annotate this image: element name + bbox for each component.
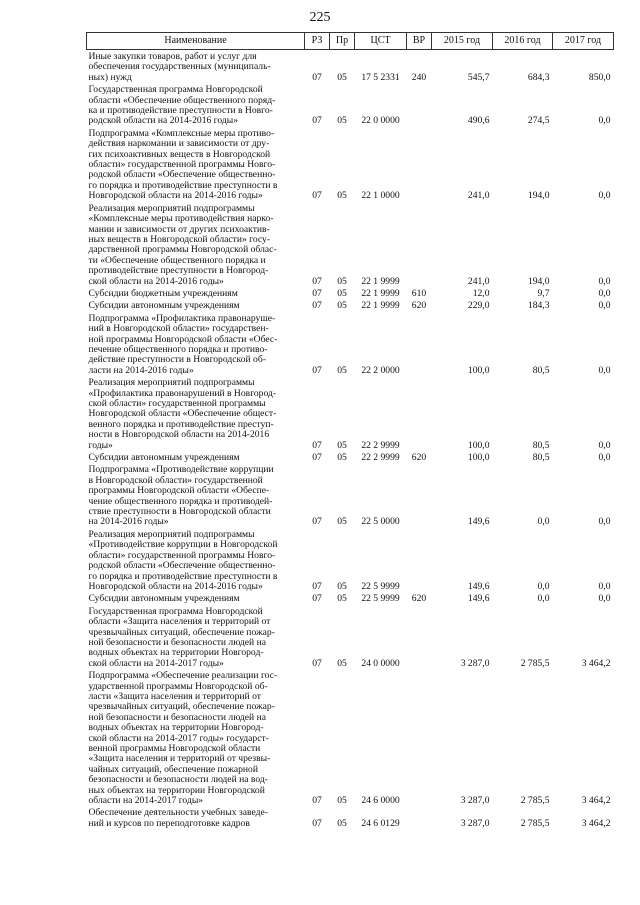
row-2016: 0,0 xyxy=(537,593,550,605)
row-name-line: области» государственной программы Новго- xyxy=(88,549,276,561)
row-cst: 24 0 0000 xyxy=(361,657,400,669)
row-2015: 490,6 xyxy=(467,115,490,127)
row-2015: 149,6 xyxy=(467,593,490,605)
row-2016: 0,0 xyxy=(537,580,550,592)
row-name-line: Реализация мероприятий подпрограммы xyxy=(88,202,255,214)
row-pr: 05 xyxy=(337,795,347,807)
row-cst: 22 1 9999 xyxy=(361,300,400,312)
table-row xyxy=(87,806,614,829)
page-number: 225 xyxy=(309,10,331,25)
row-name-line: го порядка и противодействие преступности в xyxy=(88,179,278,191)
row-name-line: Субсидии бюджетным учреждениям xyxy=(88,287,238,299)
row-name-line: ности в Новгородской области на 2014-2016 xyxy=(88,429,270,441)
row-name-line: Подпрограмма «Противодействие коррупции xyxy=(88,464,274,476)
row-2015: 545,7 xyxy=(467,71,490,83)
row-vr: 620 xyxy=(411,452,427,464)
row-name-line: безопасности и безопасности людей на вод- xyxy=(88,774,268,786)
row-name-line: Иные закупки товаров, работ и услуг для xyxy=(88,51,257,62)
row-rz: 07 xyxy=(312,817,322,829)
row-rz: 07 xyxy=(312,287,322,299)
row-rz: 07 xyxy=(312,190,322,202)
row-name-line: Субсидии автономным учреждениям xyxy=(88,300,240,312)
row-rz: 07 xyxy=(312,516,322,528)
row-name xyxy=(87,463,305,527)
row-name-line: го порядка и противодействие преступности в xyxy=(88,570,278,582)
row-vr xyxy=(407,202,432,287)
row-pr: 05 xyxy=(337,71,347,83)
row-name xyxy=(87,592,305,604)
header-rz: РЗ xyxy=(305,33,330,50)
row-name-line: действия наркомании и зависимости от дру- xyxy=(88,138,270,150)
row-name-line: чайных ситуаций, обеспечение пожарной xyxy=(88,763,258,775)
row-2015: 100,0 xyxy=(467,439,490,451)
row-cst: 24 6 0129 xyxy=(361,817,400,829)
row-pr: 05 xyxy=(337,452,347,464)
row-vr xyxy=(407,463,432,527)
row-name-line: ти «Обеспечение общественного порядка и xyxy=(88,254,266,266)
row-name-line: ных) нужд xyxy=(88,71,132,83)
row-name-line: чрезвычайных ситуаций, обеспечение пожар- xyxy=(88,626,275,638)
row-rz: 07 xyxy=(312,71,322,83)
row-cst: 22 5 0000 xyxy=(361,516,400,528)
row-vr xyxy=(407,528,432,592)
row-2016: 80,5 xyxy=(532,452,550,464)
row-2016: 80,5 xyxy=(532,364,550,376)
row-2015: 100,0 xyxy=(467,452,490,464)
row-cst: 22 2 9999 xyxy=(361,452,400,464)
row-2017: 0,0 xyxy=(598,364,611,376)
header-row xyxy=(87,33,614,50)
row-pr: 05 xyxy=(337,580,347,592)
row-rz: 07 xyxy=(312,439,322,451)
table-row xyxy=(87,202,614,287)
table-row xyxy=(87,83,614,127)
row-name-line: ной безопасности и безопасности людей на xyxy=(88,636,266,648)
table-row xyxy=(87,463,614,527)
row-2015: 3 287,0 xyxy=(460,795,490,807)
row-cst: 24 6 0000 xyxy=(361,795,400,807)
row-name xyxy=(87,127,305,202)
row-name xyxy=(87,451,305,463)
row-2015: 3 287,0 xyxy=(460,817,490,829)
row-2016: 184,3 xyxy=(527,300,550,312)
row-2017: 850,0 xyxy=(588,71,611,83)
row-name-line: Государственная программа Новгородской xyxy=(88,605,263,617)
row-pr: 05 xyxy=(337,287,347,299)
row-name-line: в Новгородской области» государственной xyxy=(88,474,263,486)
row-pr: 05 xyxy=(337,657,347,669)
row-rz: 07 xyxy=(312,593,322,605)
row-2015: 3 287,0 xyxy=(460,657,490,669)
row-2016: 274,5 xyxy=(527,115,550,127)
row-name-line: ласти «Защита населения и территорий от xyxy=(88,690,261,702)
row-name-line: родской области «Обеспечение общественно- xyxy=(88,169,276,181)
row-name-line: ской области на 2014-2017 годы» xyxy=(88,657,224,669)
row-name-line: ных объектах на территории Новгородской xyxy=(88,784,265,796)
row-name-line: области «Обеспечение общественного поряд- xyxy=(88,94,276,106)
row-2017: 0,0 xyxy=(598,580,611,592)
row-pr: 05 xyxy=(337,190,347,202)
table-row xyxy=(87,669,614,806)
row-name xyxy=(87,202,305,287)
table-row xyxy=(87,50,614,84)
header-2017: 2017 год xyxy=(553,33,614,50)
row-name-line: Подпрограмма «Профилактика правонаруше- xyxy=(88,312,276,324)
header-vr: ВР xyxy=(407,33,432,50)
row-name xyxy=(87,287,305,299)
row-name-line: Новгородской области «Обеспечение общест- xyxy=(88,408,277,420)
row-pr: 05 xyxy=(337,275,347,287)
row-pr: 05 xyxy=(337,439,347,451)
row-name-line: ударственной программы Новгородской об- xyxy=(88,680,268,692)
row-name-line: ласти на 2014-2016 годы» xyxy=(88,364,194,376)
row-rz: 07 xyxy=(312,657,322,669)
row-2017: 0,0 xyxy=(598,275,611,287)
row-pr: 05 xyxy=(337,516,347,528)
row-name-line: «Комплексные меры противодействия нарко- xyxy=(88,213,274,225)
table-body xyxy=(87,50,614,830)
row-name-line: на 2014-2016 годы» xyxy=(88,516,169,528)
row-vr xyxy=(407,605,432,669)
row-2016: 194,0 xyxy=(527,275,550,287)
header-pr: Пр xyxy=(330,33,355,50)
row-name-line: «Защита населения и территорий от чрезвы- xyxy=(88,753,271,765)
row-rz: 07 xyxy=(312,580,322,592)
row-name-line: венного порядка и противодействие преступ- xyxy=(88,418,274,430)
table-header xyxy=(87,33,614,50)
row-vr xyxy=(407,806,432,829)
row-name xyxy=(87,50,305,84)
row-2017: 0,0 xyxy=(598,516,611,528)
row-rz: 07 xyxy=(312,275,322,287)
row-vr xyxy=(407,312,432,376)
row-vr xyxy=(407,669,432,806)
row-rz: 07 xyxy=(312,115,322,127)
row-2017: 3 464,2 xyxy=(581,817,611,829)
table-row xyxy=(87,299,614,311)
row-name-line: обеспечения государственных (муниципаль- xyxy=(88,61,271,73)
table-row xyxy=(87,592,614,604)
row-name-line: Обеспечение деятельности учебных заведе- xyxy=(88,807,268,819)
header-2015: 2015 год xyxy=(432,33,493,50)
row-name-line: области «Защита населения и территорий от xyxy=(88,616,271,628)
row-name-line: Новгородской области на 2014-2016 годы» xyxy=(88,190,263,202)
row-name-line: чение общественного порядка и противодей- xyxy=(88,495,273,507)
table-row xyxy=(87,287,614,299)
row-2016: 9,7 xyxy=(537,287,550,299)
header-cst: ЦСТ xyxy=(355,33,407,50)
row-name-line: дарственной программы Новгородской облас- xyxy=(88,244,277,256)
table-row xyxy=(87,127,614,202)
row-name-line: ных веществ в Новгородской области» госу- xyxy=(88,233,271,245)
row-name xyxy=(87,83,305,127)
row-name-line: Реализация мероприятий подпрограммы xyxy=(88,377,255,389)
row-cst: 22 2 9999 xyxy=(361,439,400,451)
row-name-line: области на 2014-2017 годы» xyxy=(88,795,204,807)
row-2016: 194,0 xyxy=(527,190,550,202)
row-2015: 12,0 xyxy=(472,287,490,299)
row-2016: 2 785,5 xyxy=(520,795,550,807)
row-2017: 0,0 xyxy=(598,439,611,451)
row-2017: 3 464,2 xyxy=(581,795,611,807)
row-name-line: ной программы Новгородской области «Обес- xyxy=(88,333,278,345)
row-name-line: Реализация мероприятий подпрограммы xyxy=(88,528,255,540)
row-name-line: области» государственной программы Новго- xyxy=(88,159,276,171)
row-pr: 05 xyxy=(337,817,347,829)
row-name-line: действие преступности в Новгородской об- xyxy=(88,354,266,366)
row-name-line: программы Новгородской области «Обеспе- xyxy=(88,485,270,497)
row-name-line: Государственная программа Новгородской xyxy=(88,84,263,96)
row-name-line: Подпрограмма «Обеспечение реализации гос- xyxy=(88,670,278,682)
row-2015: 241,0 xyxy=(467,190,490,202)
row-vr: 620 xyxy=(411,300,427,312)
table-row xyxy=(87,376,614,451)
row-name-line: родской области на 2014-2016 годы» xyxy=(88,115,239,127)
row-2017: 3 464,2 xyxy=(581,657,611,669)
row-2017: 0,0 xyxy=(598,190,611,202)
row-name-line: водных объектах на территории Новгород- xyxy=(88,722,264,734)
row-name-line: годы» xyxy=(88,439,113,451)
row-2017: 0,0 xyxy=(598,115,611,127)
row-vr: 610 xyxy=(411,287,427,299)
row-rz: 07 xyxy=(312,795,322,807)
budget-table xyxy=(86,32,614,829)
row-name-line: Подпрограмма «Комплексные меры противо- xyxy=(88,127,275,139)
row-2017: 0,0 xyxy=(598,452,611,464)
row-name-line: печение общественного порядка и противо- xyxy=(88,343,268,355)
header-2016: 2016 год xyxy=(493,33,553,50)
header-name: Наименование xyxy=(87,33,305,50)
row-name-line: ний и курсов по переподготовке кадров xyxy=(88,817,250,829)
row-cst: 22 2 0000 xyxy=(361,364,400,376)
row-rz: 07 xyxy=(312,452,322,464)
row-name xyxy=(87,299,305,311)
row-rz: 07 xyxy=(312,300,322,312)
row-2015: 149,6 xyxy=(467,580,490,592)
row-name xyxy=(87,806,305,829)
row-name xyxy=(87,669,305,806)
row-vr: 620 xyxy=(411,593,427,605)
table-row xyxy=(87,451,614,463)
row-name-line: «Противодействие коррупции в Новгородской xyxy=(88,539,278,551)
row-name xyxy=(87,312,305,376)
row-name-line: водных объектах на территории Новгород- xyxy=(88,647,264,659)
row-cst: 22 1 9999 xyxy=(361,275,400,287)
row-2016: 2 785,5 xyxy=(520,817,550,829)
row-name-line: ний в Новгородской области» государствен- xyxy=(88,323,269,335)
row-pr: 05 xyxy=(337,115,347,127)
row-cst: 22 1 0000 xyxy=(361,190,400,202)
row-2017: 0,0 xyxy=(598,593,611,605)
row-name-line: Субсидии автономным учреждениям xyxy=(88,452,240,464)
table-row xyxy=(87,312,614,376)
row-name-line: гих психоактивных веществ в Новгородской xyxy=(88,148,271,160)
row-name xyxy=(87,528,305,592)
row-vr xyxy=(407,127,432,202)
row-name xyxy=(87,605,305,669)
row-pr: 05 xyxy=(337,364,347,376)
row-vr: 240 xyxy=(411,71,427,83)
table-row xyxy=(87,605,614,669)
row-name-line: Субсидии автономным учреждениям xyxy=(88,593,240,605)
row-cst: 22 1 9999 xyxy=(361,287,400,299)
table-row xyxy=(87,528,614,592)
row-name-line: Новгородской области на 2014-2016 годы» xyxy=(88,580,263,592)
row-2017: 0,0 xyxy=(598,287,611,299)
row-name-line: мании и зависимости от других психоактив- xyxy=(88,223,270,235)
row-name-line: ка и противодействие преступности в Новго- xyxy=(88,105,273,117)
row-name-line: ской области» государственной программы xyxy=(88,398,266,409)
row-2017: 0,0 xyxy=(598,300,611,312)
row-name xyxy=(87,376,305,451)
row-name-line: ской области на 2014-2016 годы» xyxy=(88,275,224,287)
row-name-line: родской области «Обеспечение общественно- xyxy=(88,560,276,572)
row-name-line: чрезвычайных ситуаций, обеспечение пожар- xyxy=(88,701,275,713)
row-rz: 07 xyxy=(312,364,322,376)
row-cst: 17 5 2331 xyxy=(361,71,400,83)
row-name-line: «Профилактика правонарушений в Новгород- xyxy=(88,387,277,399)
row-pr: 05 xyxy=(337,593,347,605)
row-cst: 22 5 9999 xyxy=(361,593,400,605)
row-2015: 229,0 xyxy=(467,300,490,312)
row-2015: 100,0 xyxy=(467,364,490,376)
row-cst: 22 5 9999 xyxy=(361,580,400,592)
row-name-line: ской области на 2014-2017 годы» государст- xyxy=(88,732,269,744)
row-2016: 2 785,5 xyxy=(520,657,550,669)
row-vr xyxy=(407,83,432,127)
row-2016: 0,0 xyxy=(537,516,550,528)
row-pr: 05 xyxy=(337,300,347,312)
row-2015: 241,0 xyxy=(467,275,490,287)
row-cst: 22 0 0000 xyxy=(361,115,400,127)
row-name-line: противодействие преступности в Новгород- xyxy=(88,265,269,277)
row-2016: 80,5 xyxy=(532,439,550,451)
row-name-line: ной безопасности и безопасности людей на xyxy=(88,711,266,723)
row-2015: 149,6 xyxy=(467,516,490,528)
row-vr xyxy=(407,376,432,451)
row-name-line: венной программы Новгородской области xyxy=(88,743,261,754)
row-name-line: ствие преступности в Новгородской области xyxy=(88,506,271,518)
row-2016: 684,3 xyxy=(527,71,550,83)
